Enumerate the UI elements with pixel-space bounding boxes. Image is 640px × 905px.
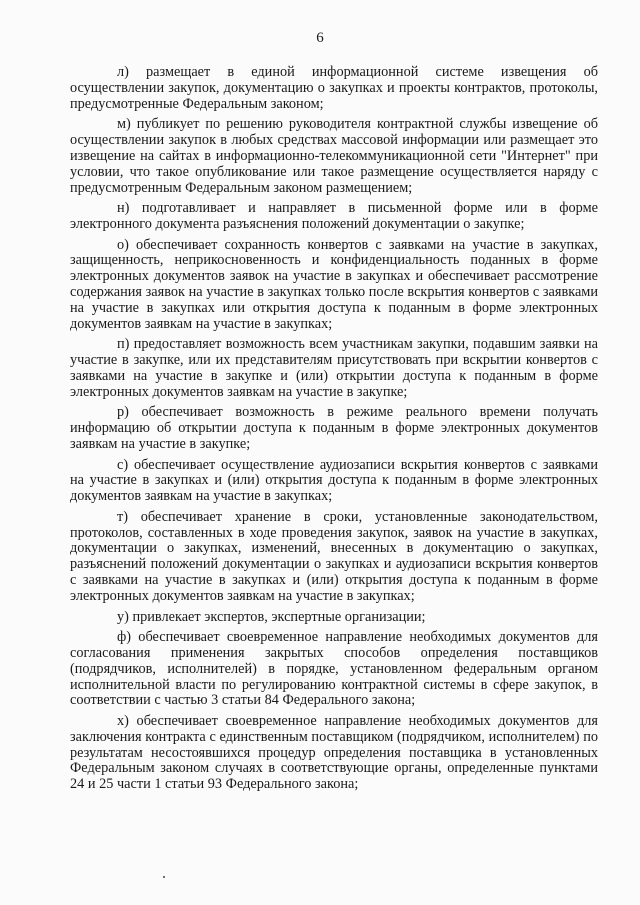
clause-f: ф) обеспечивает своевременное направление необходимых документов для согласования применения закрытых способов определения поставщиков (подрядчиков, исполнителей) в порядке, установленном федеральным органом исполнительной власти по регулированию контрактной системы в сфере закупок, в соответствии с частью 3 статьи 84 Федерального закона; <box>70 629 598 709</box>
clause-s: с) обеспечивает осуществление аудиозаписи вскрытия конвертов с заявками на участие в закупках и (или) открытия доступа к поданным в форме электронных документов заявкам на участие в закупках; <box>70 456 598 505</box>
clause-n: н) подготавливает и направляет в письменной форме или в форме электронного документа разъяснения положений документации о закупке; <box>70 200 598 232</box>
clause-l: л) размещает в единой информационной системе извещения об осуществлении закупок, документацию о закупках и проекты контрактов, протоколы, предусмотренные Федеральным законом; <box>70 64 598 112</box>
clause-r: р) обеспечивает возможность в режиме реального времени получать информацию об открытии доступа к поданным в форме электронных документов заявкам на участие в закупке; <box>70 404 598 452</box>
clause-t: т) обеспечивает хранение в сроки, установленные законодательством, протоколов, составленных в ходе проведения закупок, заявок на участие в закупках, документации о закупках, изменений, внесенных в документацию о закупках, разъяснений положений документации о закупках и аудиозаписи вскрытия конвертов с заявками на участие в закупках и (или) открытия доступа к поданным в форме электронных документов заявкам на участие в закупках; <box>70 508 598 604</box>
clause-o: о) обеспечивает сохранность конвертов с заявками на участие в закупках, защищенность, неприкосновенность и конфиденциальность поданных в форме электронных документов заявок на участие в закупках и обеспечивает рассмотрение содержания заявок на участие в закупках только после вскрытия конвертов с заявками на участие в закупках или открытия доступа к поданным в форме электронных документов заявкам на участие в закупках; <box>70 236 598 332</box>
page-number: 6 <box>316 30 324 46</box>
clause-kh: х) обеспечивает своевременное направление необходимых документов для заключения контракта с единственным поставщиком (подрядчиком, исполнителем) по результатам несостоявшихся процедур определения поставщика в установленных Федеральным законом случаях в соответствующие органы, определенные пунктами 24 и 25 части 1 статьи 93 Федерального закона; <box>70 712 598 793</box>
clause-u: у) привлекает экспертов, экспертные организации; <box>117 608 426 625</box>
scan-speck <box>163 876 165 878</box>
document-body <box>70 65 598 798</box>
clause-m: м) публикует по решению руководителя контрактной службы извещение об осуществлении закупок в любых средствах массовой информации или размещает это извещение на сайтах в информационно-телекоммуникационной сети "Интернет" при условии, что такое опубликование или такое размещение осуществляется наряду с предусмотренным Федеральным законом размещением; <box>70 116 598 196</box>
clause-p: п) предоставляет возможность всем участникам закупки, подавшим заявки на участие в закупке, или их представителям присутствовать при вскрытии конвертов с заявками на участие в закупке и (или) открытии доступа к поданным в форме электронных документов заявкам на участие в закупке; <box>70 336 598 400</box>
